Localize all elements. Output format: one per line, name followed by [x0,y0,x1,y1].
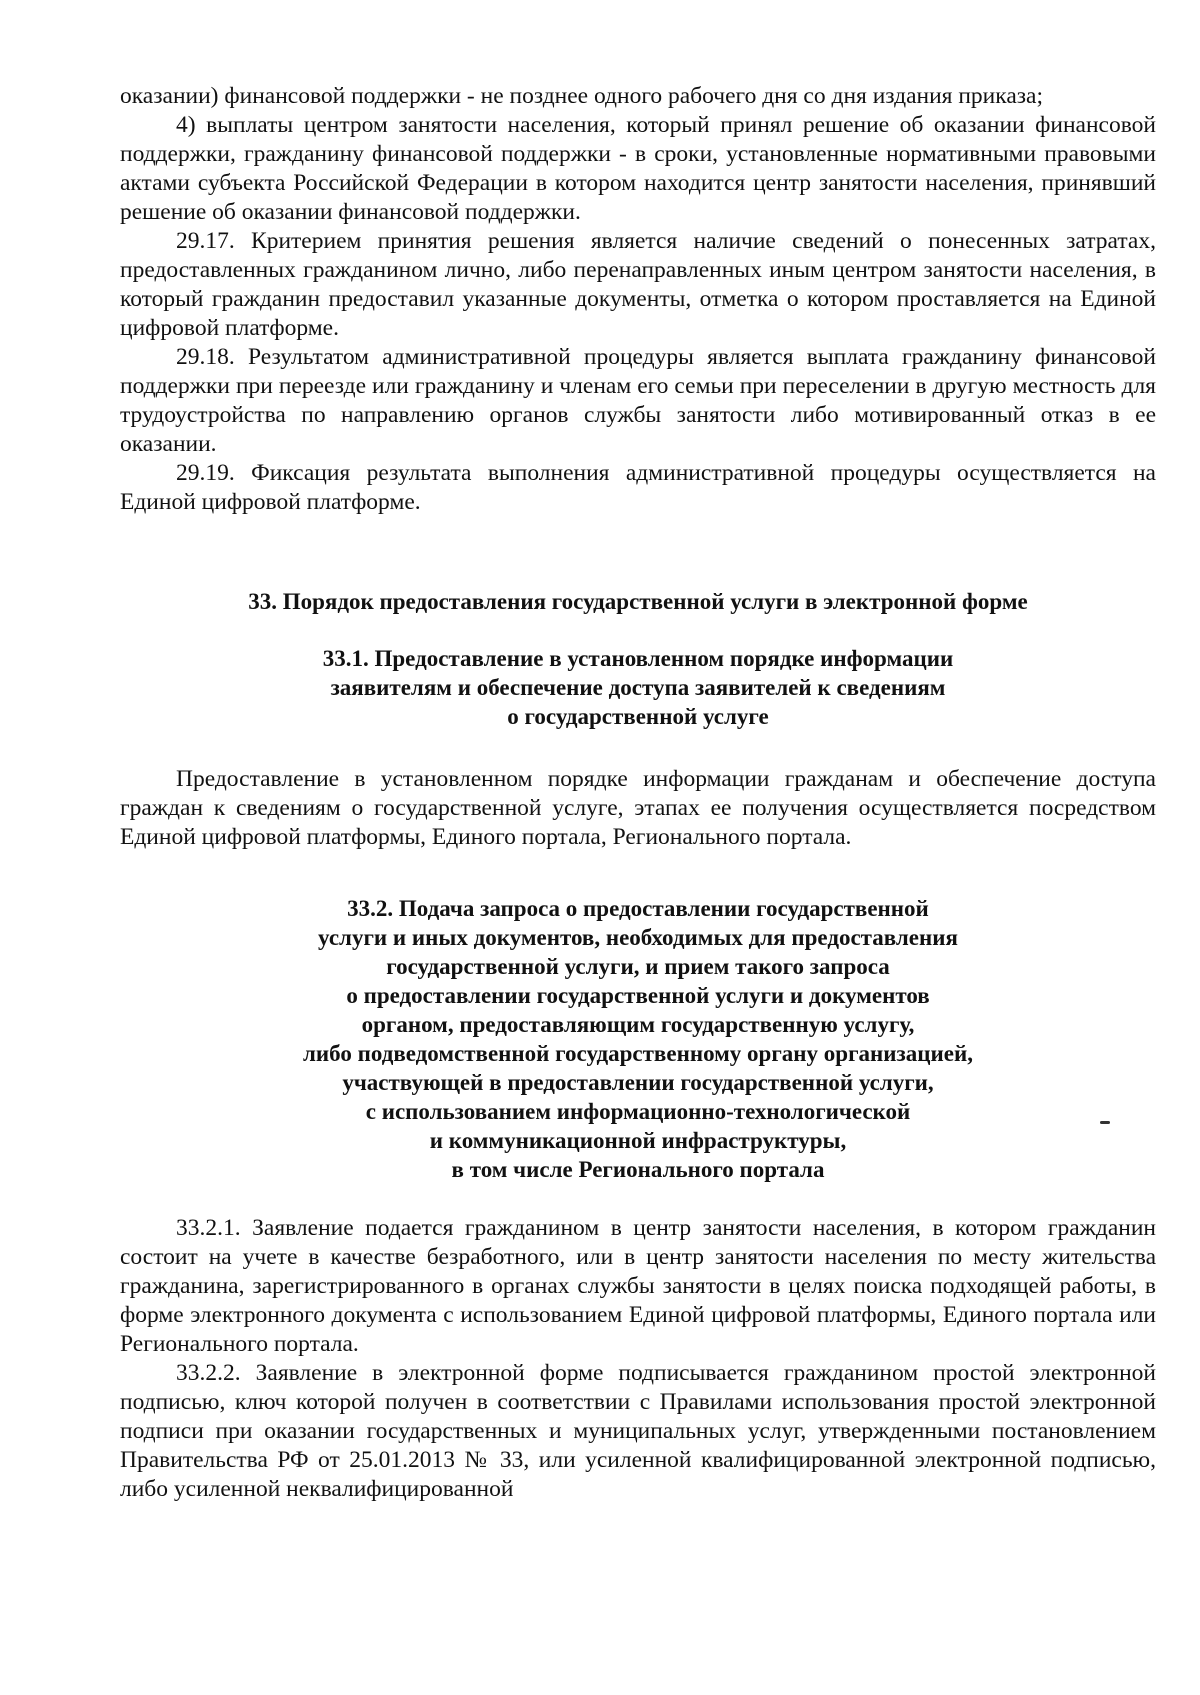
section-33-heading: 33. Порядок предоставления государственной услуги в электронной форме [248,589,1028,614]
spacer [120,517,1156,587]
paragraph-29-17: 29.17. Критерием принятия решения является наличие сведений о понесенных затратах, предоставленных гражданином лично, либо перенаправленных иным центром занятости населения, в который гражданин предоставил указанные документы, отметка о котором проставляется на Единой цифровой платформе. [120,228,1156,341]
spacer [120,616,1156,644]
paragraph-item-4: 4) выплаты центром занятости населения, который принял решение об оказании финансовой поддержки, гражданину финансовой поддержки - в сроки, установленные нормативными правовыми актами субъекта Российской Федерации в котором находится центр занятости населения, принявший решение об оказании финансовой поддержки. [120,112,1156,225]
spacer [120,852,1156,894]
spacer [120,1184,1156,1214]
heading-line: государственной услуги, и прием такого запроса [386,954,890,979]
paragraph-33-2-2: 33.2.2. Заявление в электронной форме подписывается гражданином простой электронной подписью, ключ которой получен в соответствии с Правилами использования простой электронной подписи при оказании государственных и муниципальных услуг, утвержденными постановлением Правительства РФ от 25.01.2013 № 33, или усиленной квалифицированной электронной подписью, либо усиленной неквалифицированной [120,1360,1156,1502]
paragraph-continuation: оказании) финансовой поддержки - не позднее одного рабочего дня со дня издания приказа; [120,83,1043,109]
heading-line: с использованием информационно-технологической [365,1099,911,1124]
heading-line: 33.1. Предоставление в установленном порядке информации [322,646,954,671]
section-33-2-heading [120,894,1156,1184]
heading-line: в том числе Регионального портала [451,1157,825,1182]
heading-line: заявителям и обеспечение доступа заявителей к сведениям [330,675,946,700]
heading-line: услуги и иных документов, необходимых для предоставления [318,925,958,950]
heading-line: органом, предоставляющим государственную услугу, [361,1012,915,1037]
heading-line: о государственной услуге [507,704,769,729]
paragraph-33-1: Предоставление в установленном порядке информации гражданам и обеспечение доступа граждан к сведениям о государственной услуге, этапах ее получения осуществляется посредством Единой цифровой платформы, Единого портала, Регионального портала. [120,766,1156,850]
heading-line: 33.2. Подача запроса о предоставлении государственной [347,896,929,921]
heading-line: и коммуникационной инфраструктуры, [429,1128,847,1153]
spacer [120,731,1156,765]
scan-ink-mark [1100,1121,1110,1124]
heading-line: либо подведомственной государственному органу организацией, [303,1041,973,1066]
paragraph-29-19: 29.19. Фиксация результата выполнения административной процедуры осуществляется на Единой цифровой платформе. [120,460,1156,515]
heading-line: о предоставлении государственной услуги и документов [346,983,930,1008]
paragraph-29-18: 29.18. Результатом административной процедуры является выплата гражданину финансовой поддержки при переезде или гражданину и членам его семьи при переселении в другую местность для трудоустройства по направлению органов службы занятости либо мотивированный отказ в ее оказании. [120,344,1156,457]
paragraph-33-2-1: 33.2.1. Заявление подается гражданином в центр занятости населения, в котором гражданин состоит на учете в качестве безработного, или в центр занятости населения по месту жительства гражданина, зарегистрированного в органах службы занятости в целях поиска подходящей работы, в форме электронного документа с использованием Единой цифровой платформы, Единого портала или Регионального портала. [120,1215,1156,1357]
heading-line: участвующей в предоставлении государственной услуги, [342,1070,934,1095]
section-33-1-heading [120,644,1156,731]
